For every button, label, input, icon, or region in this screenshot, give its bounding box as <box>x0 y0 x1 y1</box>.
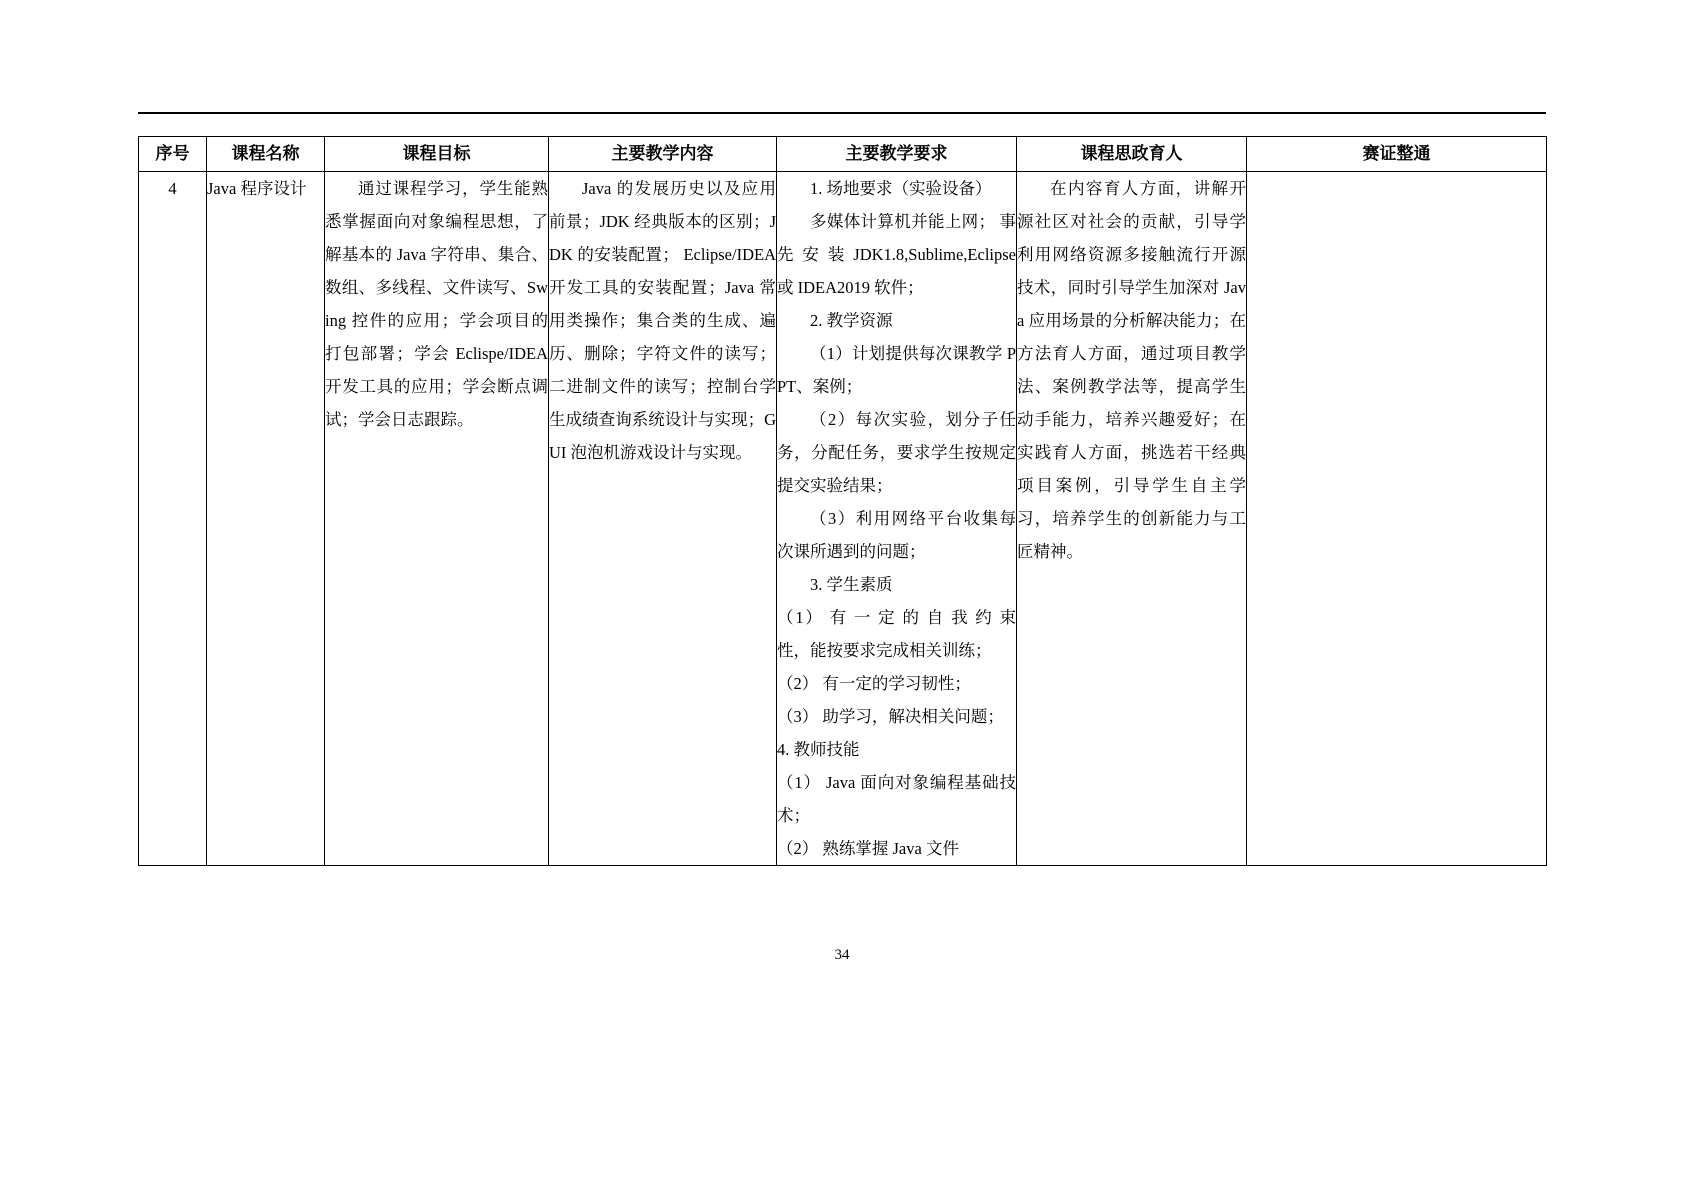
requirement-line: 4. 教师技能 <box>777 740 860 759</box>
column-header-requirements: 主要教学要求 <box>777 137 1017 172</box>
requirement-line: 多媒体计算机并能上网； 事 先 安 装 JDK1.8,Sublime,Eclipse 或 IDEA2019 软件； <box>777 212 1016 297</box>
cell-seq: 4 <box>139 172 207 866</box>
cell-content: Java 的发展历史以及应用前景；JDK 经典版本的区别；JDK 的安装配置； Eclipse/IDEA 开发工具的安装配置；Java 常用类操作；集合类的生成、遍历、删除；字符文件的读写；二进制文件的读写；控制台学生成绩查询系统设计与实现；GUI 泡泡机游戏设计与实现。 <box>549 172 777 866</box>
cell-certification <box>1247 172 1547 866</box>
requirement-line: （3） 助学习，解决相关问题； <box>777 707 1004 726</box>
column-header-objectives: 课程目标 <box>325 137 549 172</box>
cell-ideology: 在内容育人方面，讲解开源社区对社会的贡献，引导学利用网络资源多接触流行开源技术，同时引导学生加深对 Java 应用场景的分析解决能力；在方法育人方面，通过项目教学法、案例教学法等，提高学生动手能力，培养兴趣爱好；在实践育人方面，挑选若干经典项目案例，引导学生自主学习，培养学生的创新能力与工匠精神。 <box>1017 172 1247 866</box>
column-header-course-name: 课程名称 <box>207 137 325 172</box>
requirement-line: （2） 有一定的学习韧性； <box>777 674 971 693</box>
requirement-line: 3. 学生素质 <box>810 575 893 594</box>
requirement-line: （1）计划提供每次课教学 PPT、案例； <box>777 344 1016 396</box>
column-header-content: 主要教学内容 <box>549 137 777 172</box>
requirement-line: （3）利用网络平台收集每次课所遇到的问题； <box>777 509 1016 561</box>
requirement-line: （2） 熟练掌握 Java 文件 <box>777 839 959 858</box>
header-rule <box>138 112 1546 114</box>
requirement-line: （1） Java 面向对象编程基础技术； <box>777 773 1016 825</box>
requirement-line: 2. 教学资源 <box>810 311 893 330</box>
table-header-row <box>139 137 1547 172</box>
cell-objectives: 通过课程学习，学生能熟悉掌握面向对象编程思想，了解基本的 Java 字符串、集合、数组、多线程、文件读写、Swing 控件的应用；学会项目的打包部署；学会 Eclispe/IDEA 开发工具的应用；学会断点调试；学会日志跟踪。 <box>325 172 549 866</box>
cell-course-name: Java 程序设计 <box>207 172 325 866</box>
requirement-line: 1. 场地要求（实验设备） <box>810 179 992 198</box>
requirement-line: （2）每次实验，划分子任务，分配任务，要求学生按规定提交实验结果； <box>777 410 1016 495</box>
course-table <box>138 136 1547 866</box>
column-header-certification: 赛证整通 <box>1247 137 1547 172</box>
column-header-ideology: 课程思政育人 <box>1017 137 1247 172</box>
table-row <box>139 172 1547 866</box>
page-number: 34 <box>834 947 850 963</box>
cell-requirements <box>777 172 1017 866</box>
column-header-seq: 序号 <box>139 137 207 172</box>
requirement-line: （1） 有 一 定 的 自 我 约 束性，能按要求完成相关训练； <box>777 608 1016 660</box>
